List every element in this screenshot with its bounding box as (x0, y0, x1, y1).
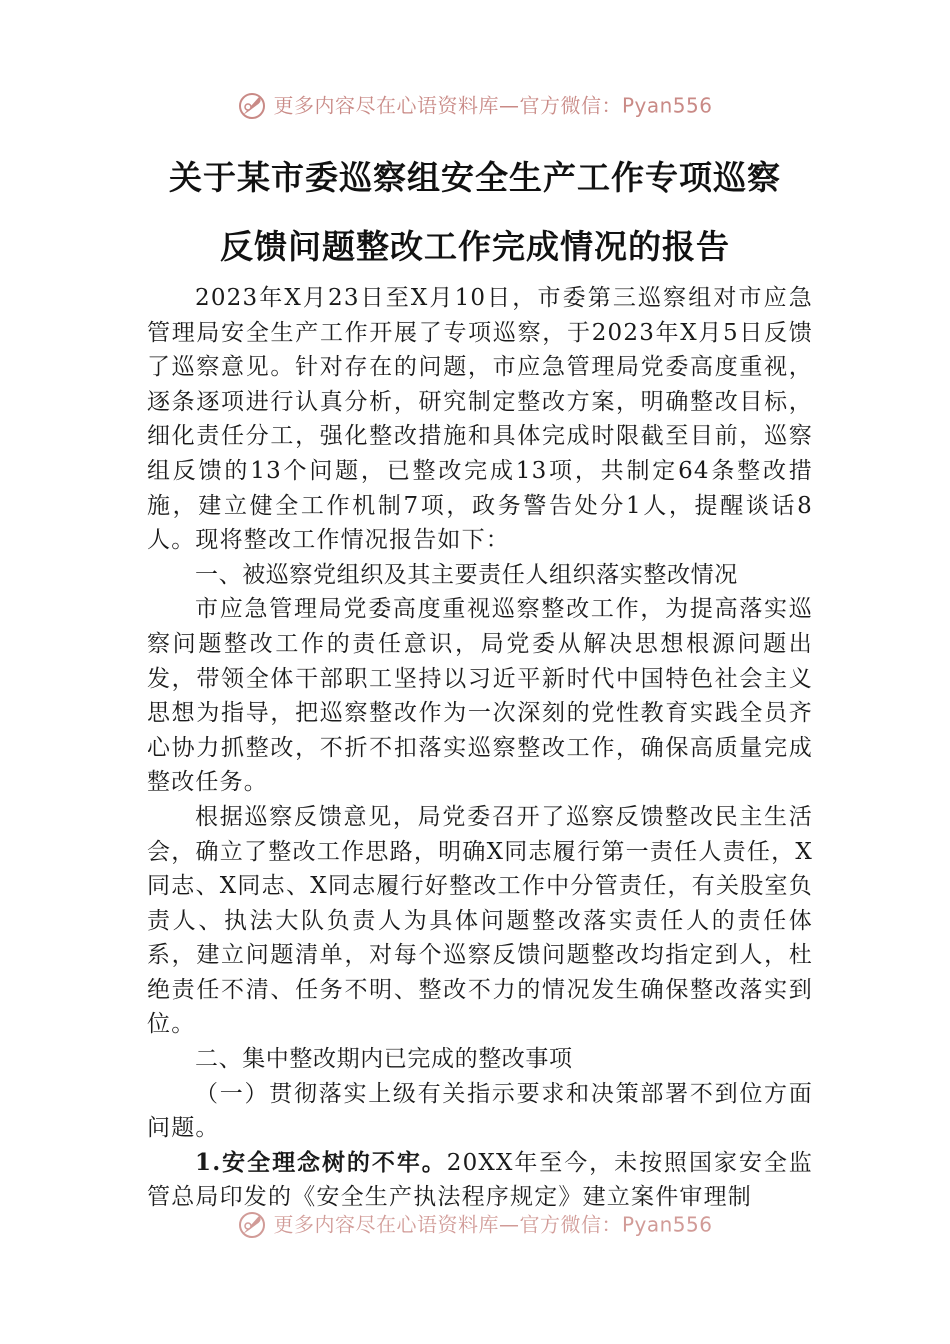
paragraph-1: 市应急管理局党委高度重视巡察整改工作，为提高落实巡察问题整改工作的责任意识，局党委从解决思想根源问题出发，带领全体干部职工坚持以习近平新时代中国特色社会主义思想为指导，把巡察整改作为一次深刻的党性教育实践全员齐心协力抓整改，不折不扣落实巡察整改工作，确保高质量完成整改任务。 (147, 596, 813, 796)
quill-logo-icon (237, 1210, 267, 1240)
document-body (147, 281, 813, 1215)
section-heading-1: 一、被巡察党组织及其主要责任人组织落实整改情况 (195, 561, 738, 588)
watermark-bottom (0, 1203, 950, 1243)
paragraph-2: 根据巡察反馈意见，局党委召开了巡察反馈整改民主生活会，确立了整改工作思路，明确X同志履行第一责任人责任，X同志、X同志、X同志履行好整改工作中分管责任，有关股室负责人、执法大队负责人为具体问题整改落实责任人的责任体系，建立问题清单，对每个巡察反馈问题整改均指定到人，杜绝责任不清、任务不明、整改不力的情况发生确保整改落实到位。 (147, 803, 813, 1038)
intro-paragraph: 2023年X月23日至X月10日，市委第三巡察组对市应急管理局安全生产工作开展了专项巡察，于2023年X月5日反馈了巡察意见。针对存在的问题，市应急管理局党委高度重视，逐条逐项进行认真分析，研究制定整改方案，明确整改目标，细化责任分工，强化整改措施和具体完成时限截至目前，巡察组反馈的13个问题，已整改完成13项，共制定64条整改措施，建立健全工作机制7项，政务警告处分1人，提醒谈话8人。现将整改工作情况报告如下： (147, 285, 813, 554)
watermark-text: 更多内容尽在心语资料库—官方微信：Pyan556 (273, 93, 713, 118)
item-1-lead: 1.安全理念树的不牢。 (195, 1148, 447, 1176)
item-1-text: 20XX年至今，未按照国家安全监管总局印发的《安全生产执法程序规定》建立案件审理制 (147, 1149, 813, 1211)
watermark-top (0, 84, 950, 124)
watermark-text-bottom: 更多内容尽在心语资料库—官方微信：Pyan556 (273, 1212, 713, 1237)
subsection-1: （一）贯彻落实上级有关指示要求和决策部署不到位方面问题。 (147, 1080, 813, 1142)
section-heading-2: 二、集中整改期内已完成的整改事项 (195, 1046, 573, 1073)
document-title-line2: 反馈问题整改工作完成情况的报告 (220, 227, 730, 266)
document-title-line1: 关于某市委巡察组安全生产工作专项巡察 (169, 158, 781, 197)
quill-logo-icon (237, 91, 267, 121)
